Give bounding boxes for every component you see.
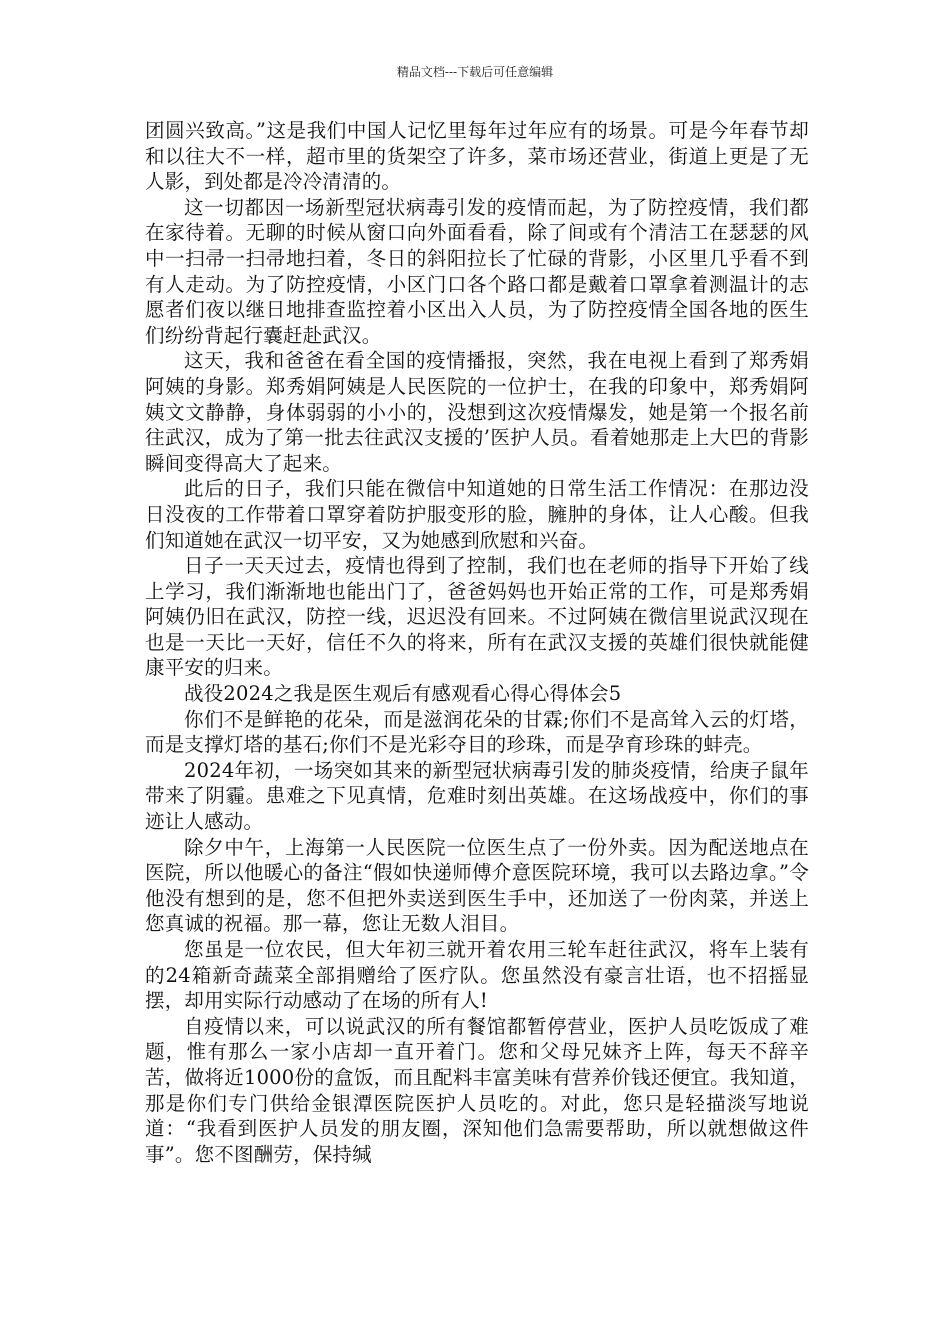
paragraph: 除夕中午，上海第一人民医院一位医生点了一份外卖。因为配送地点在医院，所以他暖心的备注“假如快递师傅介意医院环境，我可以去路边拿。”令他没有想到的是，您不但把外卖送到医生手中，还加送了一份肉菜，并送上您真诚的祝福。那一幕，您让无数人泪目。 bbox=[145, 835, 809, 936]
paragraph: 2024年初，一场突如其来的新型冠状病毒引发的肺炎疫情，给庚子鼠年带来了阴霾。患难之下见真情，危难时刻出英雄。在这场战疫中，你们的事迹让人感动。 bbox=[145, 758, 809, 834]
document-body bbox=[145, 118, 809, 1167]
paragraph: 这天，我和爸爸在看全国的疫情播报，突然，我在电视上看到了郑秀娟阿姨的身影。郑秀娟阿姨是人民医院的一位护士，在我的印象中，郑秀娟阿姨文文静静，身体弱弱的小小的，没想到这次疫情爆发，她是第一个报名前往武汉，成为了第一批去往武汉支援的’医护人员。看着她那走上大巴的背影瞬间变得高大了起来。 bbox=[145, 349, 809, 475]
paragraph: 日子一天天过去，疫情也得到了控制，我们也在老师的指导下开始了线上学习，我们渐渐地也能出门了，爸爸妈妈也开始正常的工作，可是郑秀娟阿姨仍旧在武汉，防控一线，迟迟没有回来。不过阿姨在微信里说武汉现在也是一天比一天好，信任不久的将来，所有在武汉支援的英雄们很快就能健康平安的归来。 bbox=[145, 554, 809, 680]
paragraph: 团圆兴致高。”这是我们中国人记忆里每年过年应有的场景。可是今年春节却和以往大不一样，超市里的货架空了许多，菜市场还营业，街道上更是了无人影，到处都是冷冷清清的。 bbox=[145, 119, 809, 194]
paragraph: 此后的日子，我们只能在微信中知道她的日常生活工作情况：在那边没日没夜的工作带着口罩穿着防护服变形的脸，臃肿的身体，让人心酸。但我们知道她在武汉一切平安，又为她感到欣慰和兴奋。 bbox=[145, 477, 809, 552]
paragraph: 你们不是鲜艳的花朵，而是滋润花朵的甘霖;你们不是高耸入云的灯塔，而是支撑灯塔的基石;你们不是光彩夺目的珍珠，而是孕育珍珠的蚌壳。 bbox=[145, 707, 809, 757]
paragraph: 自疫情以来，可以说武汉的所有餐馆都暂停营业，医护人员吃饭成了难题，惟有那么一家小店却一直开着门。您和父母兄妹齐上阵，每天不辞辛苦，做将近1000份的盒饭，而且配料丰富美味有营养价钱还便宜。我知道，那是你们专门供给金银潭医院医护人员吃的。对此，您只是轻描淡写地说道：“我看到医护人员发的朋友圈，深知他们急需要帮助，所以就想做这件事”。您不图酬劳，保持缄 bbox=[145, 1014, 809, 1166]
paragraph: 您虽是一位农民，但大年初三就开着农用三轮车赶往武汉，将车上装有的24箱新奇蔬菜全部捐赠给了医疗队。您虽然没有豪言壮语，也不招摇显摆，却用实际行动感动了在场的所有人! bbox=[145, 938, 809, 1013]
section-heading: 战役2024之我是医生观后有感观看心得心得体会5 bbox=[184, 682, 622, 706]
page-header: 精品文档---下载后可任意编辑 bbox=[396, 65, 554, 79]
paragraph: 这一切都因一场新型冠状病毒引发的疫情而起，为了防控疫情，我们都在家待着。无聊的时候从窗口向外面看看，除了间或有个清洁工在瑟瑟的风中一扫帚一扫帚地扫着，冬日的斜阳拉长了忙碌的背影，小区里几乎看不到有人走动。为了防控疫情，小区门口各个路口都是戴着口罩拿着测温计的志愿者们夜以继日地排查监控着小区出入人员，为了防控疫情全国各地的医生们纷纷背起行囊赶赴武汉。 bbox=[145, 195, 809, 347]
